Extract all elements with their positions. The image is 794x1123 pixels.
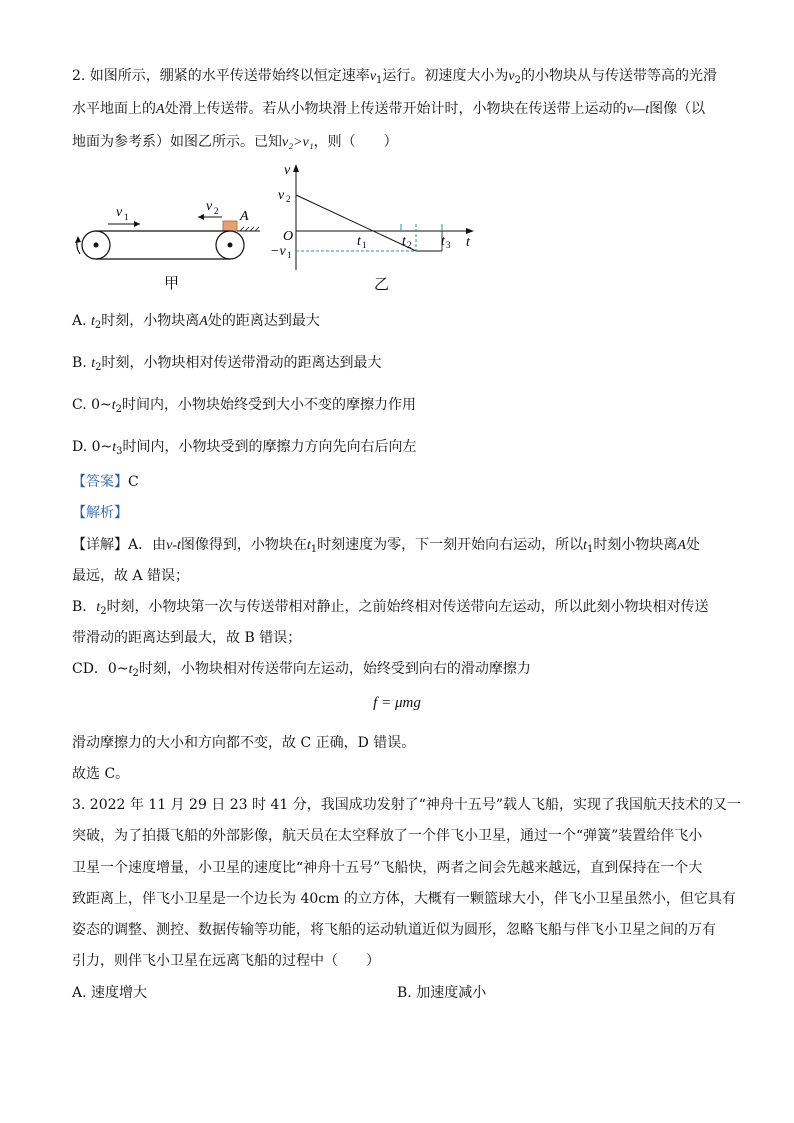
analysis-label: 【解析】 [72,505,128,521]
var-sub: 3 [116,446,123,457]
analysis-line [72,503,128,523]
detail-text: 时刻小物块离 [593,537,678,553]
tick-v2-sub: 2 [286,194,291,204]
q2-stem-text: 地面为参考系）如图乙所示。已知 [72,134,282,150]
q3-option-a[interactable]: A. 速度增大 [72,985,148,1001]
q2-stem-line-2 [72,99,705,120]
fig-label-v2-sub: 2 [214,206,219,216]
q2-option-c[interactable] [72,395,416,416]
tick-v2: v [278,188,285,203]
detail-line-1 [72,535,700,556]
var-t: t [128,662,133,677]
figure-conveyor [60,190,300,300]
t-axis-arrow [466,228,474,234]
detail-text: 时刻速度为零，下一刻开始向右运动，所以 [317,537,584,553]
q2-stem-text: 水平地面上的 [72,101,156,117]
var-t: t [91,356,96,371]
detail-line-6: 滑动摩擦力的大小和方向都不变，故 C 正确，D 错误。 [72,735,416,751]
q3-stem-line-6: 引力，则伴飞小卫星在远离飞船的过程中（ ） [72,953,380,969]
tick-t2: t [402,234,406,249]
fig-label-v1-sub: 1 [124,212,129,222]
detail-line-4: 带滑动的距离达到最大，故 B 错误； [72,630,302,646]
detail-text: A．由 [128,537,167,553]
q2-option-a[interactable] [72,311,320,332]
vt-label: v-t [166,538,181,553]
axis-label-v: v [284,163,291,178]
var-t: t [112,440,117,455]
q2-stem-line-3 [72,132,398,153]
q3-stem-line-3: 卫星一个速度增量，小卫星的速度比“神舟十五号”飞船快，两者之间会先越来越远，直到保持在一个大 [72,860,703,876]
ground-hatch [240,227,259,231]
pulley-axle [228,243,233,248]
arrow-head [134,221,140,227]
q2-stem-text: 图像（以 [649,101,706,117]
vt-line-segment [296,195,416,251]
var-sub: 2 [132,668,139,679]
q3-stem-line-1: 3. 2022 年 11 月 29 日 23 时 41 分，我国成功发射了“神舟十五号”载人飞船，实现了我国航天技术的又一 [72,797,742,813]
fig-label-A: A [240,209,249,224]
var-t: t [111,398,116,413]
q2-stem-line-1 [72,66,717,87]
point-A: A [199,314,208,329]
q3-option-b[interactable]: B. 加速度减小 [397,985,487,1001]
q3-stem-line-4: 致距离上，伴飞小卫星是一个边长为 40cm 的立方体，大概有一颗篮球大小，伴飞小卫星虽然小，但它具有 [72,891,736,907]
option-text: 时间内，小物块始终受到大小不变的摩擦力作用 [122,397,417,413]
fig-caption-jia: 甲 [164,276,180,292]
detail-text: CD．0~ [72,661,129,677]
var-v2: v [508,69,515,84]
tick-neg-v1: −v [270,244,286,259]
point-A: A [677,538,686,553]
tick-t3-sub: 3 [446,240,451,250]
friction-formula: f = μmg [373,695,421,711]
q2-stem-text: 处滑上传送带。若从小物块滑上传送带开始计时，小物块在传送带上运动的 [164,101,627,117]
detail-line-2: 最远，故 A 错误； [72,568,190,584]
detail-text: B． [72,599,97,615]
var-sub: 2 [115,404,123,415]
var-v2-sub: 2 [514,75,521,86]
tick-neg-v1-sub: 1 [287,250,292,260]
q2-option-b[interactable] [72,353,381,374]
fig-caption-yi: 乙 [374,277,390,293]
var-t: t [583,538,588,553]
var-v1-sub: 1 [376,75,383,86]
q2-stem-text: ，则（ ） [313,134,398,150]
detail-line-5 [72,659,531,680]
var-v1: v [369,69,377,84]
q2-stem-text: 2. 如图所示，绷紧的水平传送带始终以恒定速率 [72,68,370,84]
q3-stem-line-2: 突破，为了拍摄飞船的外部影像，航天员在太空释放了一个伴飞小卫星，通过一个“弹簧”装置给伴飞小 [72,828,703,844]
option-text: 时间内，小物块受到的摩擦力方向先向右后向左 [122,439,417,455]
option-text: 处的距离达到最大 [207,313,320,329]
option-letter: C. 0~ [72,397,112,413]
var-sub: 2 [100,606,107,617]
var-sub: 2 [95,362,102,373]
answer-line [72,472,139,492]
option-letter: A. [72,313,92,329]
answer-label: 【答案】 [72,474,128,490]
vt-label: v—t [626,102,650,117]
var-sub: 1 [310,544,318,555]
option-letter: D. 0~ [72,439,113,455]
option-text: 时刻，小物块相对传送带滑动的距离达到最大 [101,355,382,371]
detail-line-3 [72,597,709,618]
figure-vt-graph [270,160,490,295]
detail-line-7: 故选 C。 [72,766,130,782]
q2-stem-text: 运行。初速度大小为 [382,68,509,84]
block [223,221,237,231]
detail-text: 时刻，小物块第一次与传送带相对静止，之前始终相对传送带向左运动，所以此刻小物块相对传送 [106,599,709,615]
tick-t1-sub: 1 [362,240,367,250]
fig-label-v2: v [206,199,213,214]
detail-text: 图像得到，小物块在 [180,537,307,553]
var-t: t [306,538,311,553]
arrow-head [198,214,204,220]
tick-t3: t [441,234,445,249]
detail-label: 【详解】 [72,537,128,553]
point-A: A [156,102,165,117]
axis-label-t: t [466,235,470,250]
q2-stem-text: 的小物块从与传送带等高的光滑 [521,68,717,84]
var-sub: 2 [94,320,102,331]
tick-t1: t [357,234,361,249]
pulley-axle [94,243,99,248]
answer-value: C [128,474,139,490]
q3-stem-line-5: 姿态的调整、测控、数据传输等功能，将飞船的运动轨道近似为圆形，忽略飞船与伴飞小卫星之间的万有 [72,922,716,938]
origin-label: O [283,229,294,244]
var-t: t [91,314,95,329]
var-sub: 1 [587,544,594,555]
detail-text: 处 [685,537,700,553]
q2-option-d[interactable] [72,437,417,458]
detail-text: 时刻，小物块相对传送带向左运动，始终受到向右的滑动摩擦力 [138,661,531,677]
condition: v₂>v₁ [282,135,314,150]
tick-t2-sub: 2 [407,240,412,250]
option-text: 时刻，小物块离 [101,313,200,329]
option-letter: B. [72,355,92,371]
fig-label-v1: v [116,205,123,220]
v-axis-arrow [293,164,299,172]
var-t: t [96,600,101,615]
rotation-arrow-head [75,236,81,243]
